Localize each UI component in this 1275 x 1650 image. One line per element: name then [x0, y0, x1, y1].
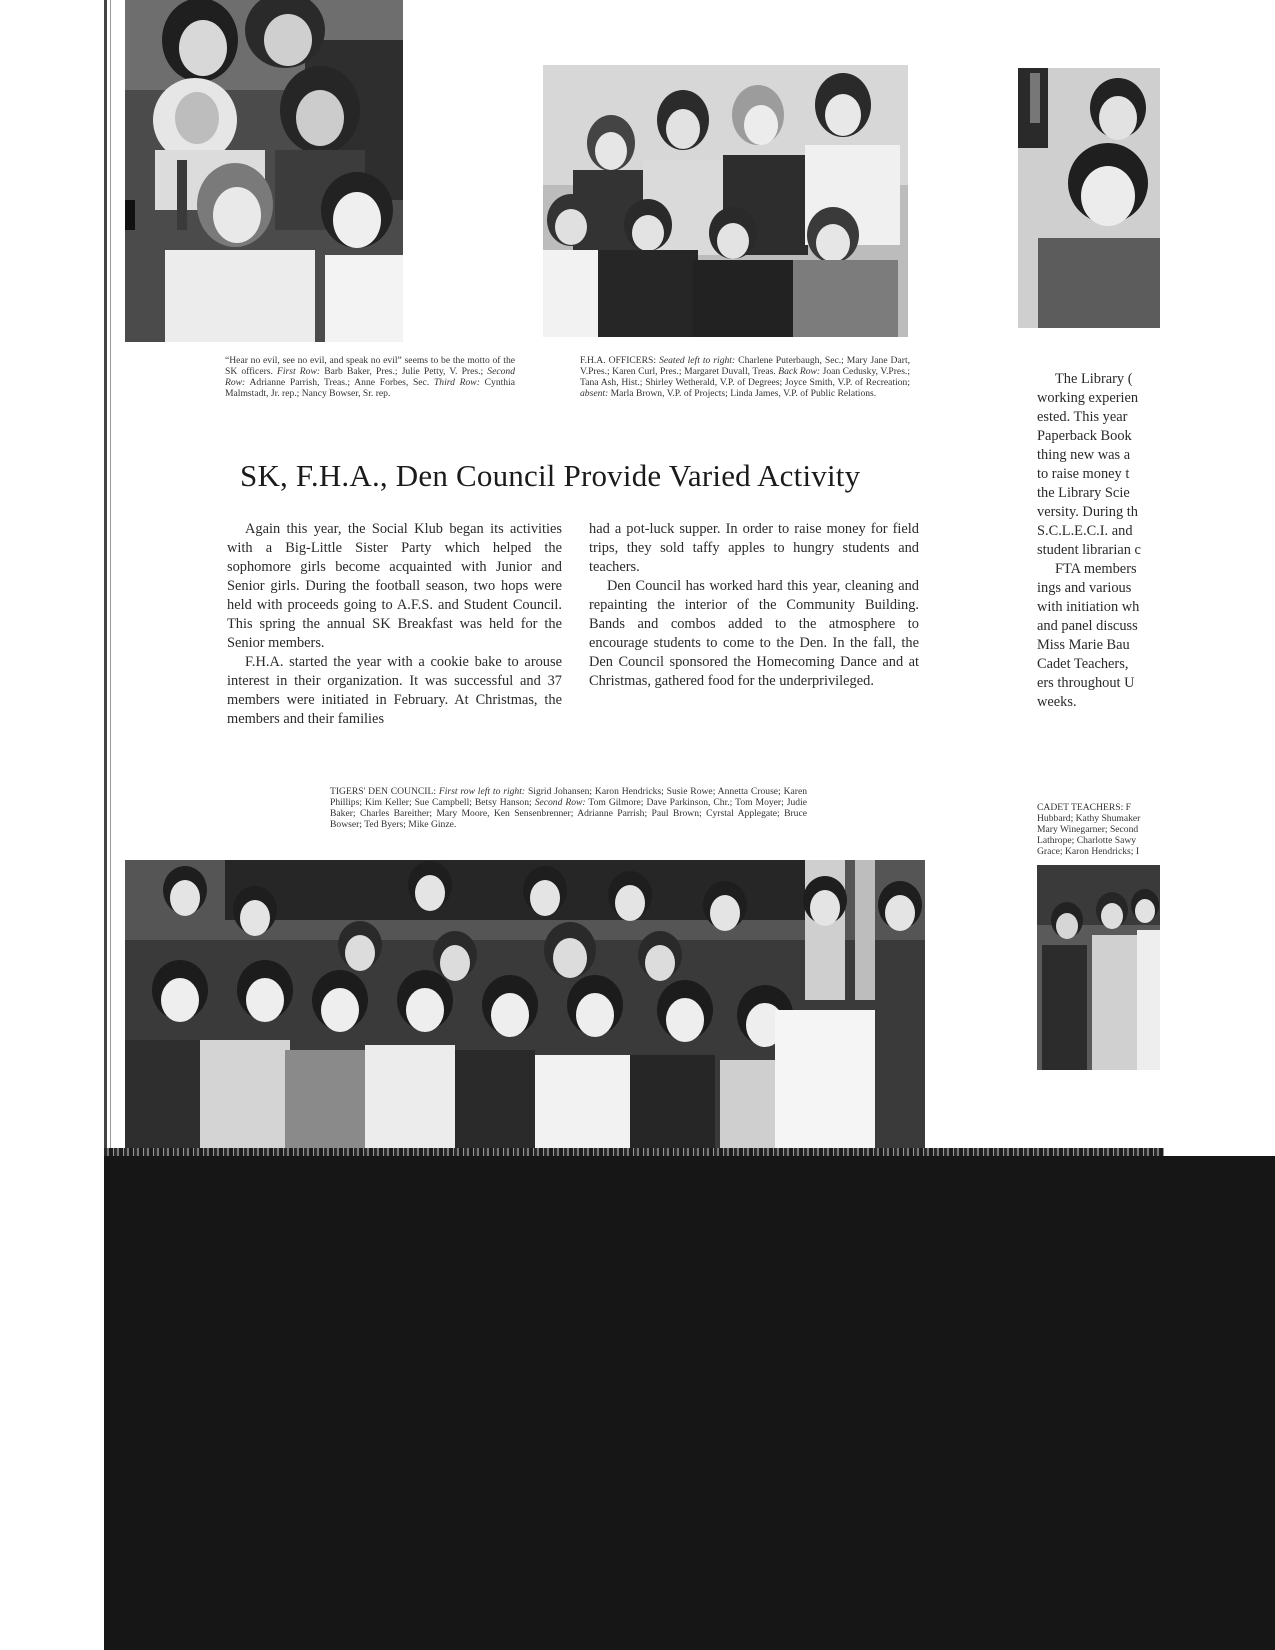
cadet-line-2: Hubbard; Kathy Shumaker: [1037, 813, 1141, 824]
sk-caption-row3-label: Third Row:: [433, 377, 480, 388]
right-line-18: weeks.: [1037, 694, 1077, 710]
right-line-13: with initiation wh: [1037, 599, 1140, 615]
right-line-12: ings and various: [1037, 580, 1132, 596]
fha-officers-photo: [543, 65, 908, 337]
den-council-caption: [330, 786, 807, 830]
right-line-14: and panel discuss: [1037, 618, 1138, 634]
library-club-text-fragment: [1037, 370, 1161, 712]
fha-caption-seated-label: Seated left to right:: [659, 355, 736, 366]
cadet-line-4: Lathrope; Charlotte Sawy: [1037, 835, 1137, 846]
right-line-3: ested. This year: [1037, 409, 1128, 425]
cadet-line-3: Mary Winegarner; Second: [1037, 824, 1139, 835]
cadet-teachers-caption-fragment: [1037, 802, 1161, 857]
right-line-15: Miss Marie Bau: [1037, 637, 1130, 653]
sk-caption-row2: Adrianne Parrish, Treas.; Anne Forbes, Sec.: [249, 377, 430, 388]
fha-caption-seated: Charlene Puterbaugh, Sec.; Mary Jane Dart, V.Pres.; Karen Curl, Pres.; Margaret Duvall, Treas.: [580, 355, 911, 377]
cadet-line-1: CADET TEACHERS: F: [1037, 802, 1131, 813]
sk-caption-lead: “Hear no evil, see no evil, and speak no evil” seems to be the motto of the SK officers.: [225, 355, 515, 377]
right-line-1: The Library (: [1055, 371, 1133, 387]
right-line-9: S.C.L.E.C.I. and: [1037, 523, 1133, 539]
page-headline: SK, F.H.A., Den Council Provide Varied Activity: [240, 458, 861, 493]
den-caption-lead: TIGERS' DEN COUNCIL:: [330, 786, 437, 797]
fha-officers-caption: [580, 355, 910, 399]
sk-caption-row2-label: Second Row:: [225, 366, 515, 388]
body-left-paragraph-2: F.H.A. started the year with a cookie bake to arouse interest in their organization. It was successful and 37 members were initiated in February. At Christmas, the members and their families: [227, 654, 562, 727]
sk-caption-row1-label: First Row:: [277, 366, 321, 377]
fha-caption-back: Joan Cedusky, V.Pres.; Tana Ash, Hist.; Shirley Wetherald, V.P. of Degrees; Joyce Smith, V.P. of Recreation;: [580, 366, 910, 388]
sk-caption-row1: Barb Baker, Pres.; Julie Petty, V. Pres.;: [324, 366, 484, 377]
body-right-paragraph-1: had a pot-luck supper. In order to raise money for field trips, they sold taffy apples to hungry students and teachers.: [589, 521, 919, 575]
body-right-paragraph-2: Den Council has worked hard this year, cleaning and repainting the interior of the Community Building. Bands and combos added to the atmosphere to encourage students to come to the Den. In the fall, the Den Council sponsored the Homecoming Dance and at Christmas, gathered food for the underprivileged.: [589, 578, 919, 689]
body-column-left: [227, 520, 562, 729]
fha-caption-absent: Marla Brown, V.P. of Projects; Linda James, V.P. of Public Relations.: [610, 388, 877, 399]
right-line-10: student librarian c: [1037, 542, 1141, 558]
fha-caption-back-label: Back Row:: [778, 366, 821, 377]
right-line-7: the Library Scie: [1037, 485, 1130, 501]
right-line-17: ers throughout U: [1037, 675, 1135, 691]
body-column-right: [589, 520, 919, 691]
right-line-8: versity. During th: [1037, 504, 1138, 520]
library-club-photo: [1018, 68, 1160, 328]
cadet-teachers-photo: [1037, 865, 1160, 1070]
scan-edge-line: [104, 0, 107, 1160]
den-caption-row2: Tom Gilmore; Dave Parkinson, Chr.; Tom Moyer; Judie Baker; Charles Bareither; Mary Moore, Ken Sensenbrenner; Adrianne Parrish; Paul Brown; Cyrstal Applegate; Bruce Bowser; Ted Byers; Mike Ginze.: [330, 797, 808, 830]
right-line-4: Paperback Book: [1037, 428, 1132, 444]
cadet-line-5: Grace; Karon Hendricks; I: [1037, 846, 1140, 857]
body-left-paragraph-1: Again this year, the Social Klub began its activities with a Big-Little Sister Party which helped the sophomore girls become acquainted with Junior and Senior girls. During the football season, two hops were held with proceeds going to A.F.S. and Student Council. This spring the annual SK Breakfast was held for the Senior members.: [227, 521, 562, 651]
fha-caption-lead: F.H.A. OFFICERS:: [580, 355, 657, 366]
den-caption-row1-label: First row left to right:: [438, 786, 526, 797]
sk-officers-photo: [125, 0, 403, 342]
sk-officers-caption: [225, 355, 515, 399]
den-council-group-photo: [125, 860, 925, 1152]
right-line-2: working experien: [1037, 390, 1139, 406]
right-line-5: thing new was a: [1037, 447, 1131, 463]
right-line-11: FTA members: [1055, 561, 1137, 577]
scan-black-area: [104, 1156, 1275, 1650]
den-caption-row2-label: Second Row:: [534, 797, 586, 808]
scan-edge-line-inner: [110, 0, 111, 1160]
right-line-6: to raise money t: [1037, 466, 1130, 482]
sk-caption-row3: Cynthia Malmstadt, Jr. rep.; Nancy Bowser, Sr. rep.: [225, 377, 516, 399]
fha-caption-absent-label: absent:: [580, 388, 609, 399]
right-line-16: Cadet Teachers,: [1037, 656, 1129, 672]
den-caption-row1: Sigrid Johansen; Karon Hendricks; Susie Rowe; Annetta Crouse; Karen Phillips; Kim Keller; Sue Campbell; Betsy Hanson;: [330, 786, 808, 808]
